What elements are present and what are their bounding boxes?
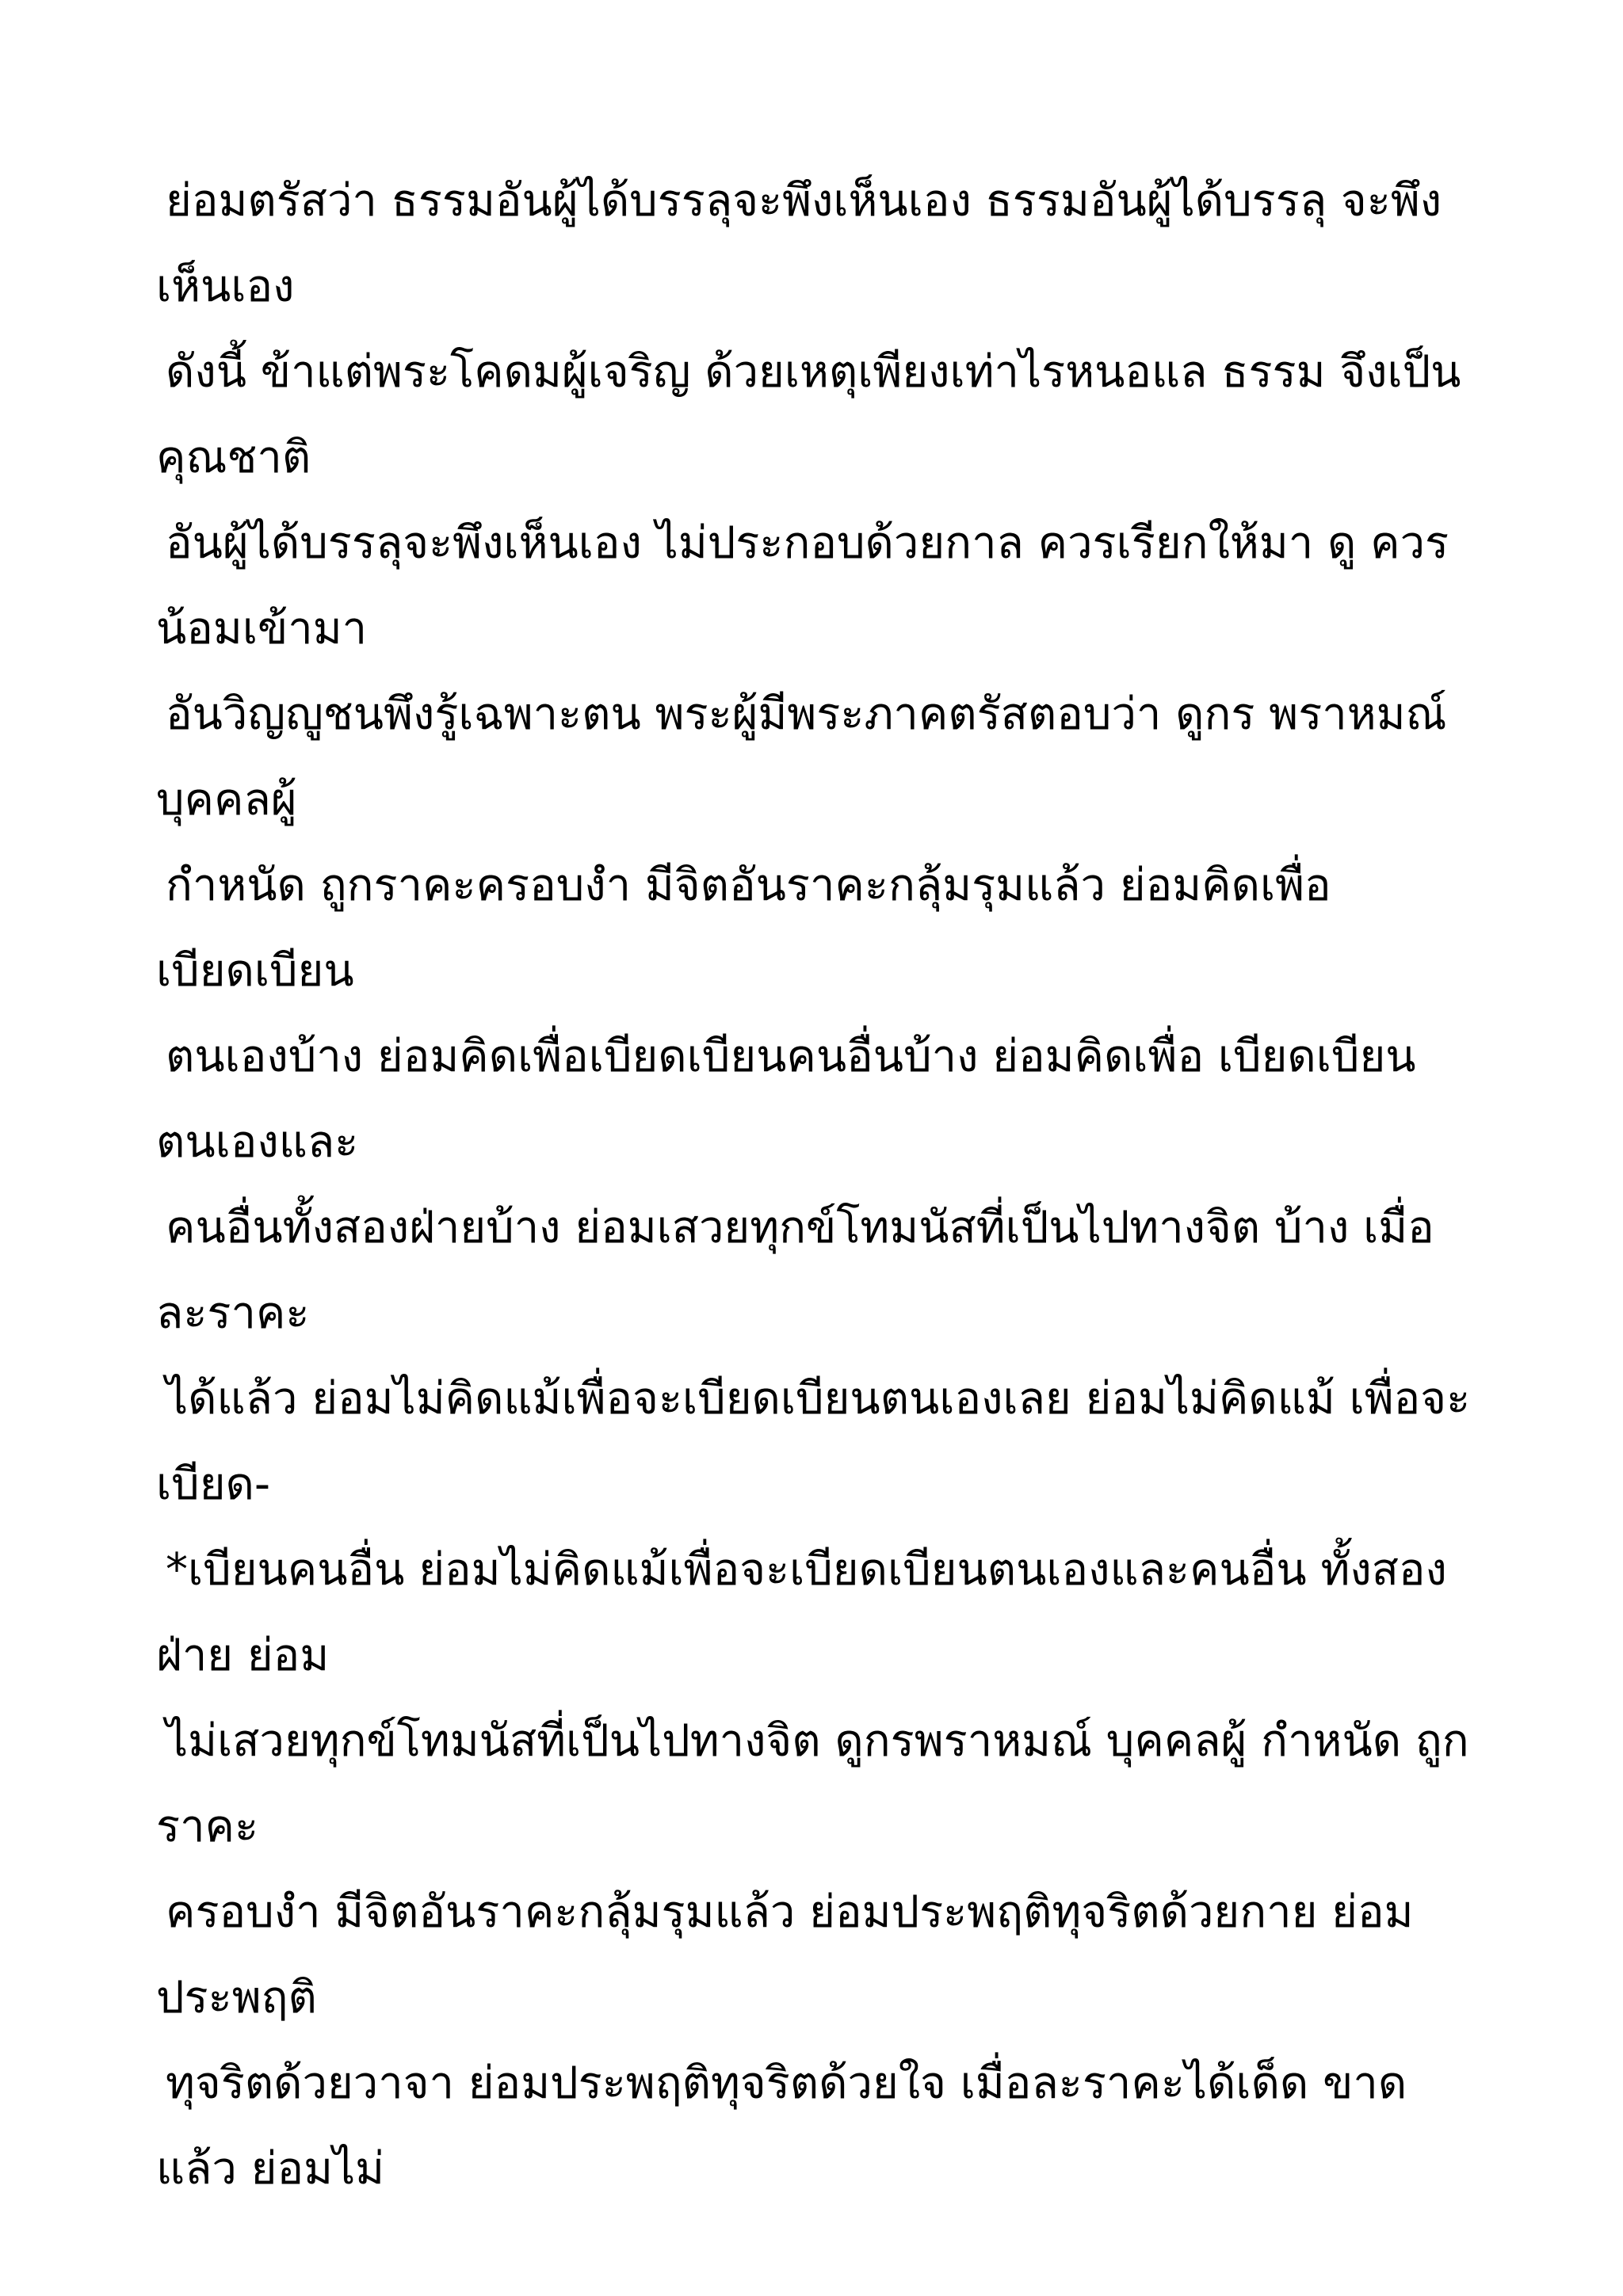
document-body bbox=[156, 158, 1472, 2212]
paragraph-6: ตนเองบ้าง ย่อมคิดเพื่อเบียดเบียนคนอื่นบ้าง ย่อมคิดเพื่อ เบียดเบียนตนเองและ bbox=[156, 1031, 1416, 1168]
paragraph-12: ทุจริตด้วยวาจา ย่อมประพฤติทุจริตด้วยใจ เมื่อละราคะได้เด็ด ขาดแล้ว ย่อมไม่ bbox=[156, 2058, 1407, 2195]
paragraph-5: กำหนัด ถูกราคะครอบงำ มีจิตอันราคะกลุ้มรุมแล้ว ย่อมคิดเพื่อ เบียดเบียน bbox=[156, 860, 1331, 997]
paragraph-4: อันวิญญูชนพึงรู้เฉพาะตน พระผู้มีพระภาคตรัสตอบว่า ดูกร พราหมณ์ บุคคลผู้ bbox=[156, 688, 1447, 826]
paragraph-9: *เบียนคนอื่น ย่อมไม่คิดแม้เพื่อจะเบียดเบียนตนเองและคนอื่น ทั้งสองฝ่าย ย่อม bbox=[156, 1544, 1447, 1681]
paragraph-8: ได้แล้ว ย่อมไม่คิดแม้เพื่อจะเบียดเบียนตนเองเลย ย่อมไม่คิดแม้ เพื่อจะเบียด- bbox=[156, 1373, 1471, 1510]
paragraph-3: อันผู้ได้บรรลุจะพึงเห็นเอง ไม่ประกอบด้วยกาล ควรเรียกให้มา ดู ควรน้อมเข้ามา bbox=[156, 517, 1449, 654]
paragraph-7: คนอื่นทั้งสองฝ่ายบ้าง ย่อมเสวยทุกข์โทมนัสที่เป็นไปทางจิต บ้าง เมื่อละราคะ bbox=[156, 1202, 1434, 1339]
paragraph-2: ดังนี้ ข้าแต่พระโคดมผู้เจริญ ด้วยเหตุเพียงเท่าไรหนอแล ธรรม จึงเป็นคุณชาติ bbox=[156, 346, 1461, 483]
paragraph-1: ย่อมตรัสว่า ธรรมอันผู้ได้บรรลุจะพึงเห็นเอง ธรรมอันผู้ได้บรรลุ จะพึงเห็นเอง bbox=[156, 175, 1442, 312]
paragraph-11: ครอบงำ มีจิตอันราคะกลุ้มรุมแล้ว ย่อมประพฤติทุจริตด้วยกาย ย่อมประพฤติ bbox=[156, 1886, 1414, 2023]
paragraph-10: ไม่เสวยทุกข์โทมนัสที่เป็นไปทางจิต ดูกรพราหมณ์ บุคคลผู้ กำหนัด ถูกราคะ bbox=[156, 1715, 1469, 1852]
